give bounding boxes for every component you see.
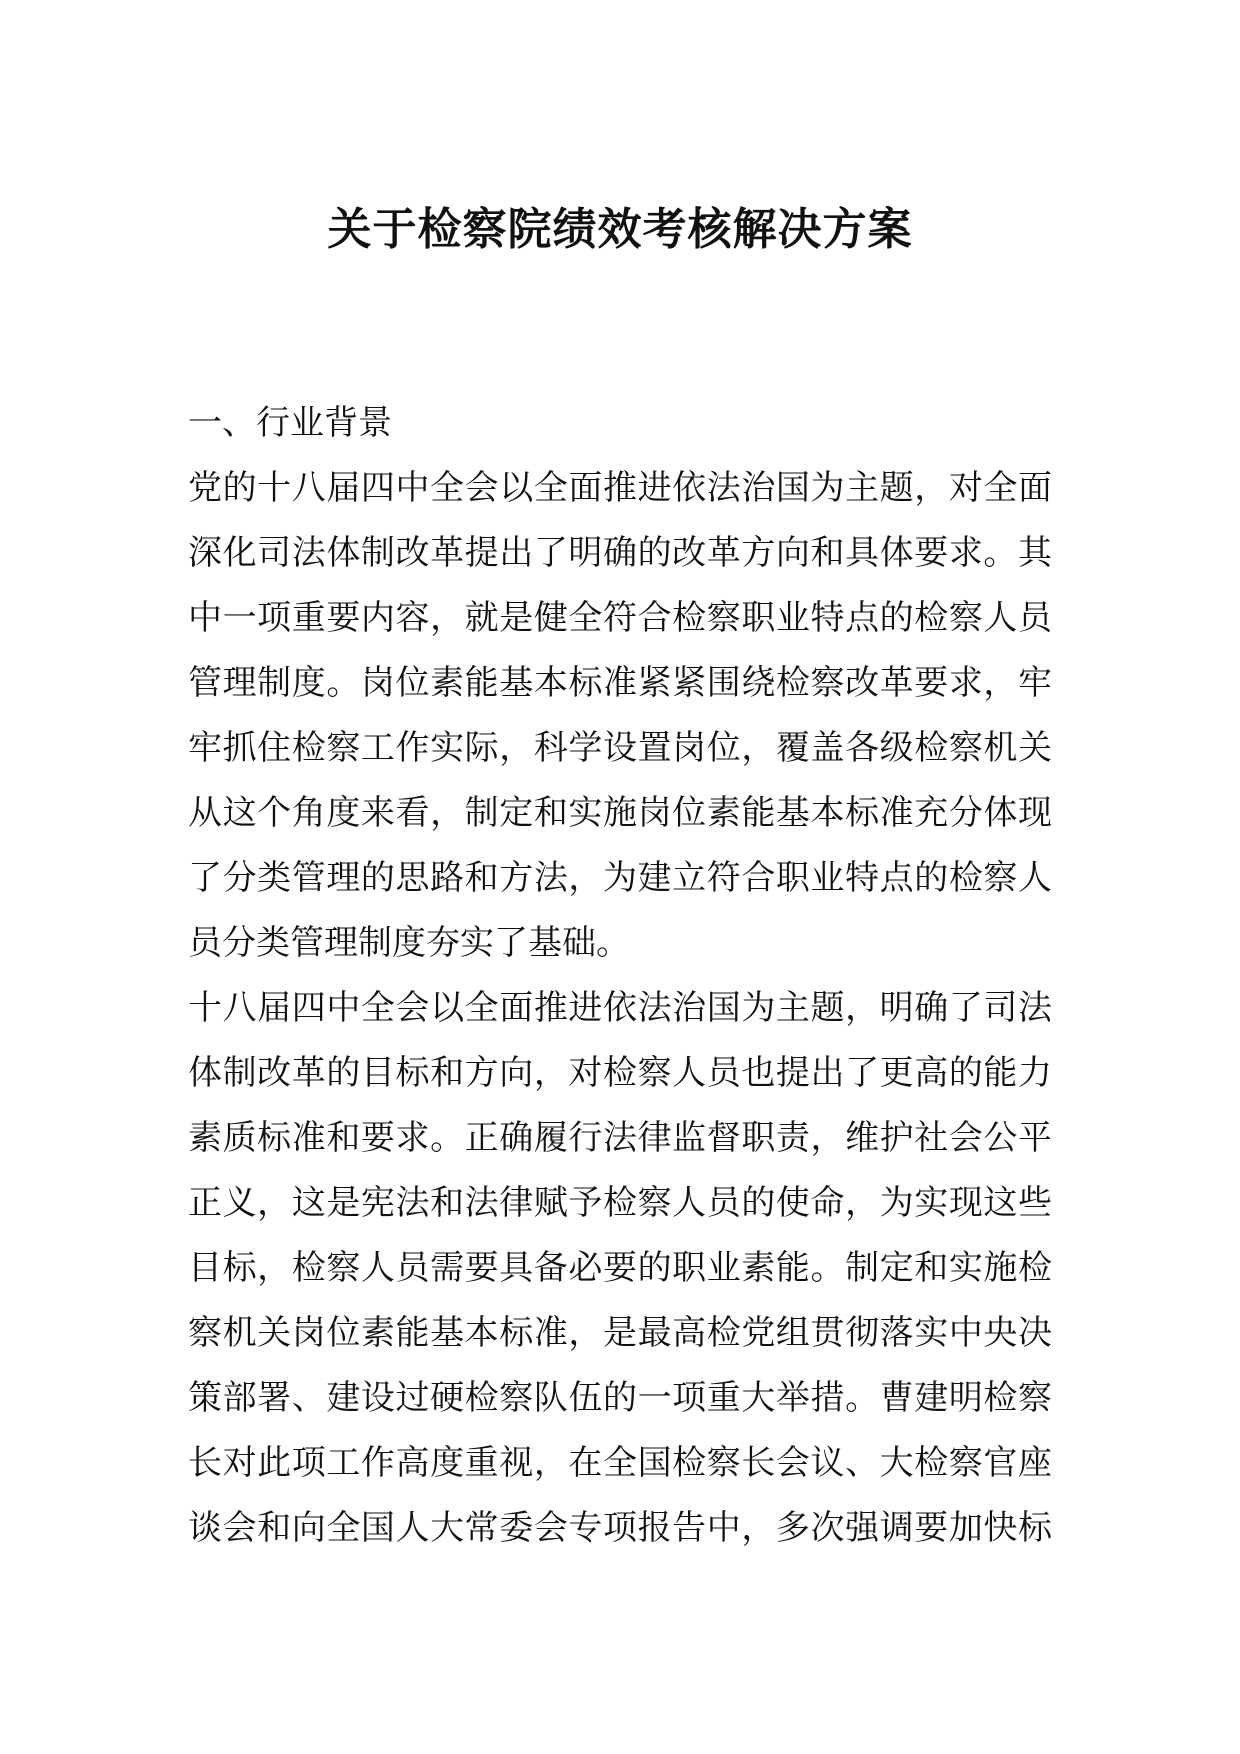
- text-line: 牢抓住检察工作实际，科学设置岗位，覆盖各级检察机关: [188, 728, 1052, 768]
- document-title: 关于检察院绩效考核解决方案: [327, 204, 913, 255]
- text-line: 素质标准和要求。正确履行法律监督职责，维护社会公平: [188, 1118, 1052, 1158]
- paragraph-1: [188, 456, 1052, 976]
- document-body: [188, 391, 1052, 1561]
- text-line: 长对此项工作高度重视，在全国检察长会议、大检察官座: [188, 1443, 1052, 1483]
- text-line: 察机关岗位素能基本标准，是最高检党组贯彻落实中央决: [188, 1313, 1052, 1353]
- text-line: 了分类管理的思路和方法，为建立符合职业特点的检察人: [188, 858, 1052, 898]
- text-line: 目标，检察人员需要具备必要的职业素能。制定和实施检: [188, 1248, 1052, 1288]
- paragraph-2: [188, 976, 1052, 1561]
- text-line: 管理制度。岗位素能基本标准紧紧围绕检察改革要求，牢: [188, 663, 1052, 703]
- text-line: 中一项重要内容，就是健全符合检察职业特点的检察人员: [188, 598, 1052, 638]
- section-heading: 一、行业背景: [188, 403, 392, 443]
- text-line: 从这个角度来看，制定和实施岗位素能基本标准充分体现: [188, 793, 1052, 833]
- text-line: 策部署、建设过硬检察队伍的一项重大举措。曹建明检察: [188, 1378, 1052, 1418]
- text-line: 正义，这是宪法和法律赋予检察人员的使命，为实现这些: [188, 1183, 1052, 1223]
- text-line: 谈会和向全国人大常委会专项报告中，多次强调要加快标: [188, 1508, 1052, 1548]
- text-line: 体制改革的目标和方向，对检察人员也提出了更高的能力: [188, 1053, 1052, 1093]
- text-line: 深化司法体制改革提出了明确的改革方向和具体要求。其: [188, 533, 1052, 573]
- text-line: 党的十八届四中全会以全面推进依法治国为主题，对全面: [188, 468, 1052, 508]
- text-line: 十八届四中全会以全面推进依法治国为主题，明确了司法: [188, 988, 1052, 1028]
- text-line: 员分类管理制度夯实了基础。: [188, 923, 630, 963]
